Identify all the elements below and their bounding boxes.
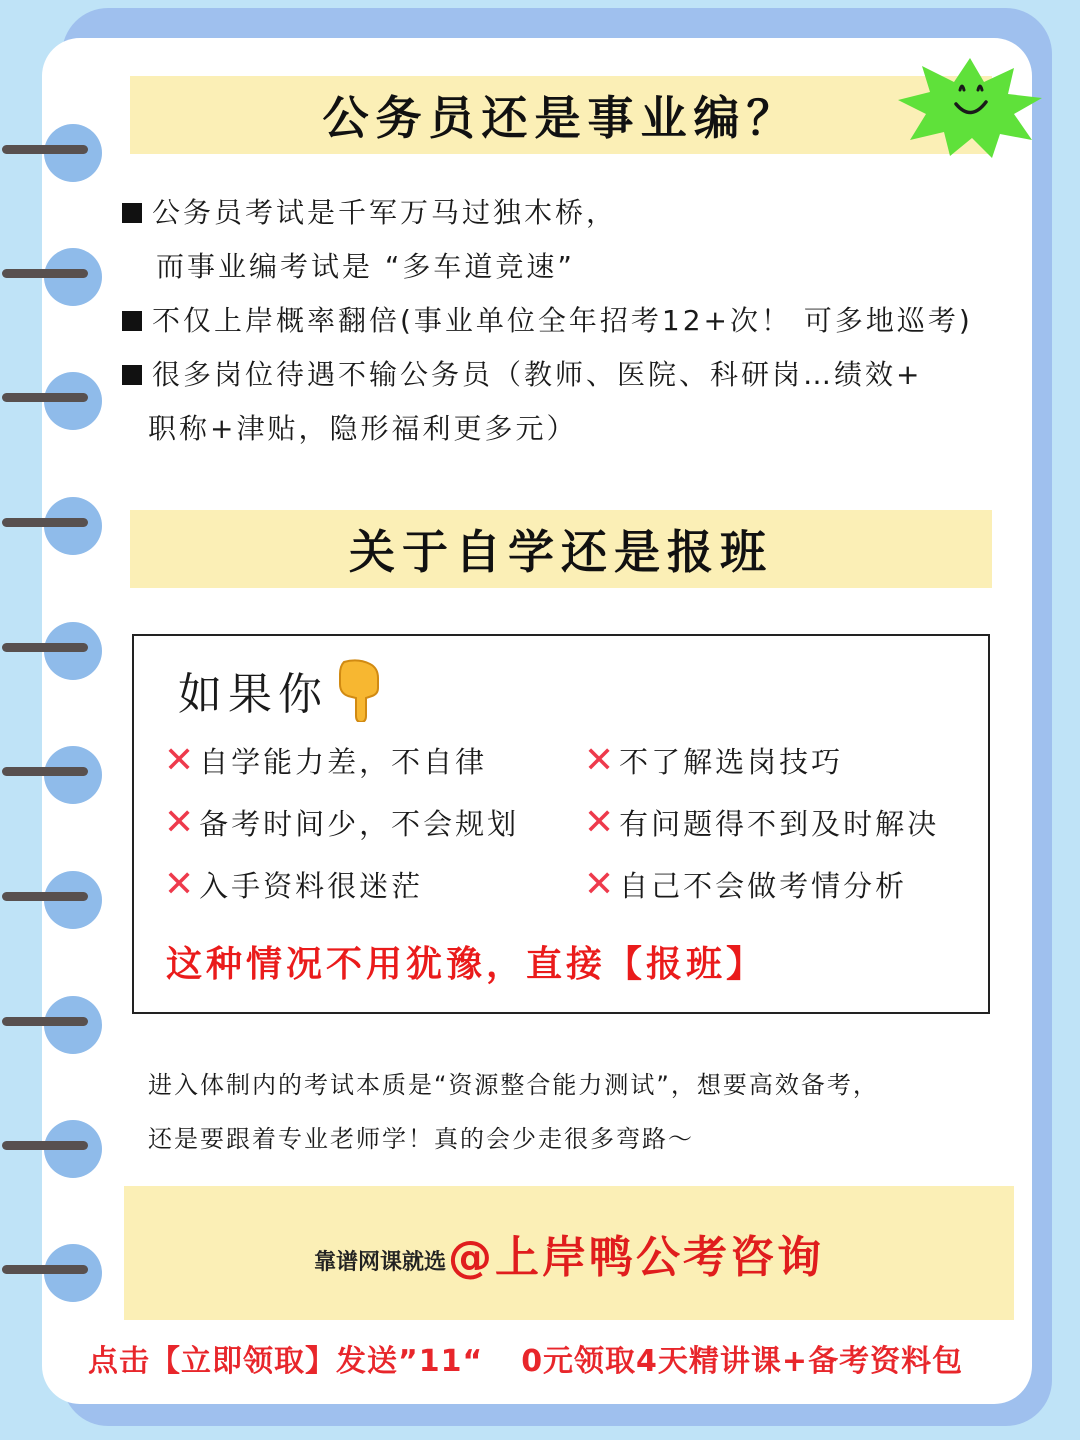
footer-offer-text: 0元领取4天精讲课+备考资料包 [521,1344,964,1379]
section-title: 关于自学还是报班 [130,510,992,588]
list-item: ✕ 自己不会做考情分析 [584,863,908,905]
pointing-down-hand-icon [334,658,384,722]
bullet-1: 公务员考试是千军万马过独木桥， [122,186,1022,240]
list-item: ✕ 备考时间少，不会规划 [164,801,520,843]
binder-ring [0,124,110,184]
bullet-square-icon [122,365,142,385]
promo-banner [124,1186,1014,1320]
cross-icon: ✕ [584,801,618,843]
bullet-2: 不仅上岸概率翻倍(事业单位全年招考12+次！ 可多地巡考) [122,294,1022,348]
promo-prefix: 靠谱网课就选 [313,1249,446,1275]
list-item: ✕ 自学能力差，不自律 [164,739,488,781]
bullet-3-continued: 职称+津贴，隐形福利更多元） [148,412,578,445]
binder-ring [0,1244,110,1304]
binder-ring [0,871,110,931]
cross-icon: ✕ [584,739,618,781]
bullet-1-continued: 而事业编考试是 “多车道竞速” [156,250,575,283]
cross-icon: ✕ [164,801,198,843]
bullet-square-icon [122,311,142,331]
checklist-box [132,634,990,1014]
list-item: ✕ 有问题得不到及时解决 [584,801,940,843]
footer-offer [88,1336,1048,1380]
intro-bullets [122,186,1022,456]
binder-ring [0,996,110,1056]
bullet-square-icon [122,203,142,223]
bullet-3: 很多岗位待遇不输公务员（教师、医院、科研岗…绩效+ [122,348,1022,402]
page-title: 公务员还是事业编？ [130,76,992,154]
call-to-action-text: 这种情况不用犹豫，直接【报班】 [166,944,767,985]
list-item: ✕ 不了解选岗技巧 [584,739,844,781]
binder-ring [0,622,110,682]
binder-ring [0,746,110,806]
binder-ring [0,1120,110,1180]
binder-ring [0,248,110,308]
list-item: ✕ 入手资料很迷茫 [164,863,424,905]
binder-ring [0,372,110,432]
cross-icon: ✕ [584,863,618,905]
binder-ring [0,497,110,557]
smiley-star-icon [892,52,1048,160]
box-heading: 如果你 [178,658,384,722]
cross-icon: ✕ [164,863,198,905]
summary-paragraph [148,1058,1008,1166]
cross-icon: ✕ [164,739,198,781]
summary-line-2: 还是要跟着专业老师学！真的会少走很多弯路～ [148,1125,694,1153]
summary-line-1: 进入体制内的考试本质是“资源整合能力测试”，想要高效备考， [148,1071,879,1099]
footer-instruction: 点击【立即领取】发送”11“ [88,1344,484,1379]
promo-account-link[interactable]: @上岸鸭公考咨询 [448,1232,824,1283]
